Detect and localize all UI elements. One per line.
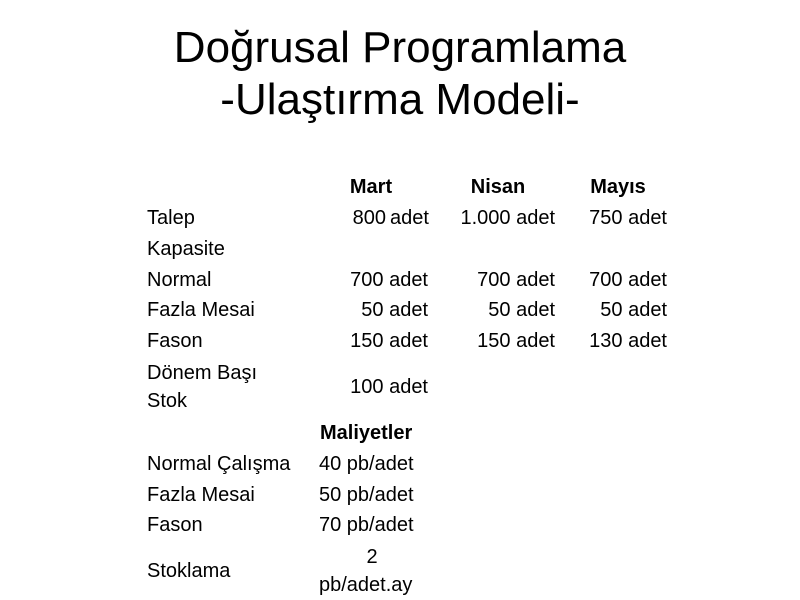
header-nisan: Nisan <box>470 176 526 198</box>
header-mart: Mart <box>349 176 393 198</box>
fazla-mesai-nisan: 50 adet <box>488 299 555 321</box>
title-line-1: Doğrusal Programlama <box>173 23 627 72</box>
cost-label-stoklama: Stoklama <box>147 560 231 582</box>
normal-mart: 700 adet <box>350 269 428 291</box>
costs-header: Maliyetler <box>320 422 413 444</box>
row-label-fason: Fason <box>147 330 203 352</box>
row-label-normal: Normal <box>147 269 212 291</box>
row-label-donem-basi-2: Stok <box>147 390 188 412</box>
fazla-mesai-mart: 50 adet <box>361 299 428 321</box>
talep-mart-unit: adet <box>390 207 429 229</box>
talep-nisan: 1.000 adet <box>460 207 555 229</box>
talep-mart-number: 800 <box>352 207 386 229</box>
normal-nisan: 700 adet <box>477 269 555 291</box>
cost-value-stoklama-1: 2 <box>366 546 378 568</box>
header-mayis: Mayıs <box>590 176 646 198</box>
cost-value-fason: 70 pb/adet <box>319 514 414 536</box>
fason-mayis: 130 adet <box>589 330 667 352</box>
title-line-2: -Ulaştırma Modeli- <box>220 75 580 124</box>
fazla-mesai-mayis: 50 adet <box>600 299 667 321</box>
cost-label-fason: Fason <box>147 514 203 536</box>
cost-value-fazla-mesai: 50 pb/adet <box>319 484 414 506</box>
cost-label-normal-calisma: Normal Çalışma <box>147 453 291 475</box>
normal-mayis: 700 adet <box>589 269 667 291</box>
cost-label-fazla-mesai: Fazla Mesai <box>147 484 255 506</box>
talep-mayis: 750 adet <box>589 207 667 229</box>
row-label-donem-basi-1: Dönem Başı <box>147 362 258 384</box>
row-label-fazla-mesai: Fazla Mesai <box>147 299 255 321</box>
row-label-kapasite: Kapasite <box>147 238 225 260</box>
row-label-talep: Talep <box>147 207 195 229</box>
fason-mart: 150 adet <box>350 330 428 352</box>
donem-basi-stok-mart: 100 adet <box>350 376 428 398</box>
fason-nisan: 150 adet <box>477 330 555 352</box>
cost-value-stoklama-2: pb/adet.ay <box>319 574 413 596</box>
slide-title <box>0 22 800 126</box>
cost-value-normal-calisma: 40 pb/adet <box>319 453 414 475</box>
